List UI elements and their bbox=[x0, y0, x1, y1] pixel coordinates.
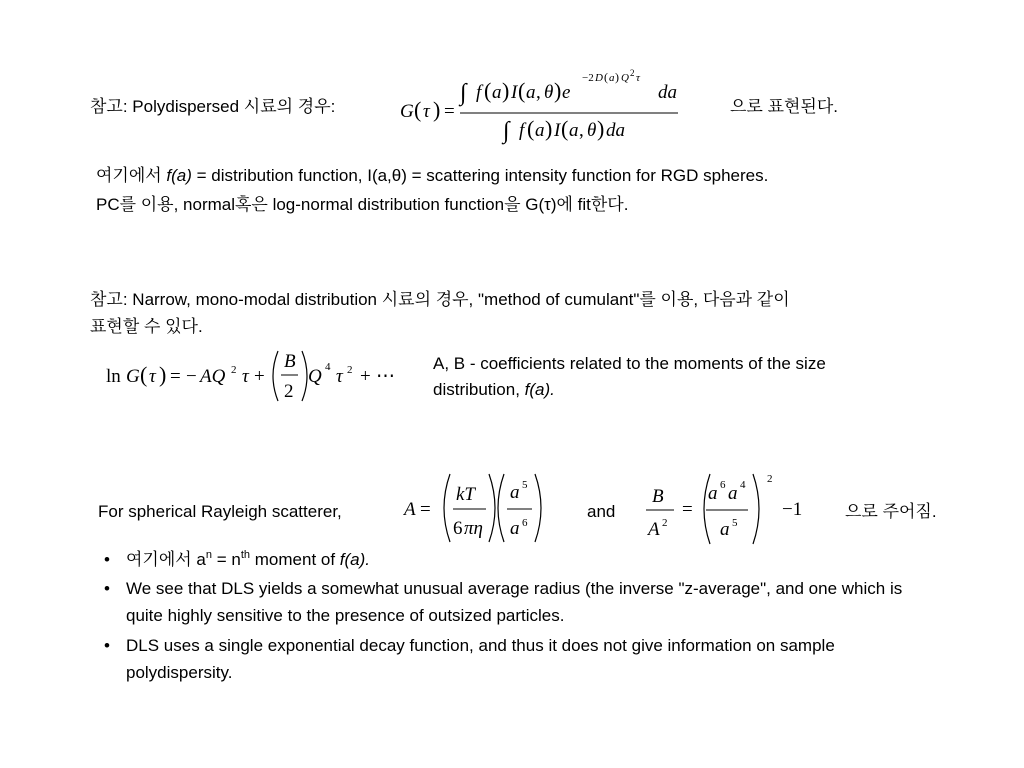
svg-text:a: a bbox=[526, 82, 536, 103]
svg-text:da: da bbox=[658, 82, 677, 103]
svg-text:6: 6 bbox=[453, 518, 463, 539]
coefficients-line2 bbox=[433, 376, 555, 403]
svg-text:a: a bbox=[510, 482, 520, 503]
svg-text:τ: τ bbox=[242, 366, 249, 387]
svg-text:): ) bbox=[433, 97, 441, 122]
cumulant-intro-line1: 참고: Narrow, mono-modal distribution 시료의 경우, "method of cumulant"를 이용, 다음과 같이 bbox=[90, 290, 790, 309]
svg-text:=: = bbox=[444, 101, 455, 122]
svg-text:,: , bbox=[579, 120, 584, 141]
svg-text:a: a bbox=[492, 82, 502, 103]
polydispersed-label: 참고: Polydispersed 시료의 경우: bbox=[90, 97, 336, 116]
svg-text:da: da bbox=[606, 120, 625, 141]
svg-text:a: a bbox=[510, 518, 520, 539]
svg-text:): ) bbox=[159, 362, 167, 387]
svg-text:a: a bbox=[569, 120, 579, 141]
and-label: and bbox=[587, 502, 616, 521]
svg-text:f: f bbox=[519, 120, 525, 141]
svg-text:I: I bbox=[511, 82, 518, 103]
rayleigh-suffix: 으로 주어짐. bbox=[845, 502, 937, 521]
svg-text:ln: ln bbox=[106, 366, 121, 387]
ln-g-tau-cumulant-equation bbox=[100, 345, 410, 407]
svg-text:=: = bbox=[420, 499, 431, 520]
svg-text:θ: θ bbox=[587, 120, 597, 141]
g-tau-integral-equation bbox=[396, 62, 696, 152]
svg-text:(: ( bbox=[604, 70, 608, 84]
svg-text:a: a bbox=[708, 483, 718, 504]
svg-text:Q: Q bbox=[308, 366, 322, 387]
svg-text:τ: τ bbox=[336, 366, 343, 387]
svg-text:): ) bbox=[554, 78, 562, 103]
svg-text:kT: kT bbox=[456, 484, 475, 505]
svg-text:5: 5 bbox=[522, 479, 528, 491]
list-item bbox=[104, 546, 924, 573]
definition-line bbox=[96, 162, 768, 189]
svg-text:⋯: ⋯ bbox=[376, 366, 395, 387]
svg-text:−2: −2 bbox=[582, 72, 594, 84]
svg-text:4: 4 bbox=[325, 361, 331, 373]
svg-text:2: 2 bbox=[767, 473, 773, 485]
svg-text:−1: −1 bbox=[782, 499, 803, 520]
svg-text:): ) bbox=[545, 116, 553, 141]
svg-text:a: a bbox=[609, 72, 615, 84]
b-over-a-squared-equation bbox=[640, 468, 820, 548]
definition-prefix: 여기에서 bbox=[96, 166, 167, 185]
svg-text:): ) bbox=[502, 78, 510, 103]
svg-text:πη: πη bbox=[464, 518, 483, 539]
svg-text:(: ( bbox=[140, 362, 148, 387]
svg-text:(: ( bbox=[527, 116, 535, 141]
svg-text:2: 2 bbox=[662, 517, 668, 529]
svg-text:a: a bbox=[720, 519, 730, 540]
polydispersity-note: DLS uses a single exponential decay function, and thus it does not give information on sample polydispersity. bbox=[126, 635, 835, 682]
notes-list bbox=[104, 546, 924, 688]
svg-text:∫: ∫ bbox=[503, 118, 510, 144]
svg-text:τ: τ bbox=[636, 72, 640, 84]
svg-text:e: e bbox=[562, 82, 571, 103]
svg-text:2: 2 bbox=[231, 364, 237, 376]
svg-text:5: 5 bbox=[732, 517, 738, 529]
definition-fa: f(a) bbox=[166, 166, 192, 185]
list-item bbox=[104, 575, 924, 629]
svg-text:(: ( bbox=[561, 116, 569, 141]
svg-text:a: a bbox=[728, 483, 738, 504]
svg-text:+: + bbox=[254, 366, 265, 387]
fit-line: PC를 이용, normal혹은 log-normal distribution function을 G(τ)에 fit한다. bbox=[96, 195, 629, 214]
svg-text:B: B bbox=[652, 486, 664, 507]
svg-text:): ) bbox=[615, 70, 619, 84]
svg-text:6: 6 bbox=[720, 479, 726, 491]
svg-text:θ: θ bbox=[544, 82, 554, 103]
svg-text:AQ: AQ bbox=[200, 366, 226, 387]
svg-text:∫: ∫ bbox=[460, 80, 467, 106]
svg-text:+: + bbox=[360, 366, 371, 387]
moment-rest: moment of bbox=[250, 550, 340, 569]
a-coefficient-equation bbox=[400, 470, 555, 548]
svg-text:−: − bbox=[186, 366, 197, 387]
svg-text:(: ( bbox=[518, 78, 526, 103]
svg-text:G: G bbox=[126, 366, 140, 387]
svg-text:a: a bbox=[535, 120, 545, 141]
svg-text:I: I bbox=[554, 120, 561, 141]
definition-rest: = distribution function, I(a,θ) = scattering intensity function for RGD spheres. bbox=[191, 166, 769, 185]
svg-text:A: A bbox=[648, 519, 660, 540]
z-average-note: We see that DLS yields a somewhat unusual average radius (the inverse "z-average", and one which is quite highly sensitive to the presence of outsized particles. bbox=[126, 579, 903, 626]
list-item bbox=[104, 632, 924, 686]
svg-text:=: = bbox=[170, 366, 181, 387]
svg-text:τ: τ bbox=[149, 366, 156, 387]
svg-text:): ) bbox=[597, 116, 605, 141]
svg-text:Q: Q bbox=[621, 72, 629, 84]
svg-text:D: D bbox=[595, 72, 603, 84]
svg-text:,: , bbox=[536, 82, 541, 103]
svg-text:(: ( bbox=[484, 78, 492, 103]
svg-text:2: 2 bbox=[347, 364, 353, 376]
rayleigh-label: For spherical Rayleigh scatterer, bbox=[98, 502, 342, 521]
svg-text:B: B bbox=[284, 351, 296, 372]
svg-text:G: G bbox=[400, 101, 414, 122]
polydispersed-suffix: 으로 표현된다. bbox=[730, 97, 838, 116]
coefficients-line2-prefix: distribution, bbox=[433, 380, 525, 399]
moment-fa: f(a). bbox=[339, 550, 371, 569]
svg-text:A: A bbox=[404, 499, 416, 520]
coefficients-fa: f(a). bbox=[524, 380, 555, 399]
svg-text:τ: τ bbox=[423, 101, 430, 122]
svg-text:2: 2 bbox=[284, 381, 294, 402]
svg-text:(: ( bbox=[414, 97, 422, 122]
moment-sup-th: th bbox=[240, 549, 251, 561]
moment-sup-n: n bbox=[205, 549, 212, 561]
svg-text:6: 6 bbox=[522, 517, 528, 529]
svg-text:f: f bbox=[476, 82, 482, 103]
moment-prefix: 여기에서 a bbox=[126, 550, 206, 569]
svg-text:2: 2 bbox=[630, 68, 635, 78]
cumulant-intro-line2: 표현할 수 있다. bbox=[90, 317, 203, 336]
svg-text:=: = bbox=[682, 499, 693, 520]
svg-text:4: 4 bbox=[740, 479, 746, 491]
moment-mid: = n bbox=[212, 550, 241, 569]
coefficients-line1: A, B - coefficients related to the moments of the size bbox=[433, 354, 826, 373]
